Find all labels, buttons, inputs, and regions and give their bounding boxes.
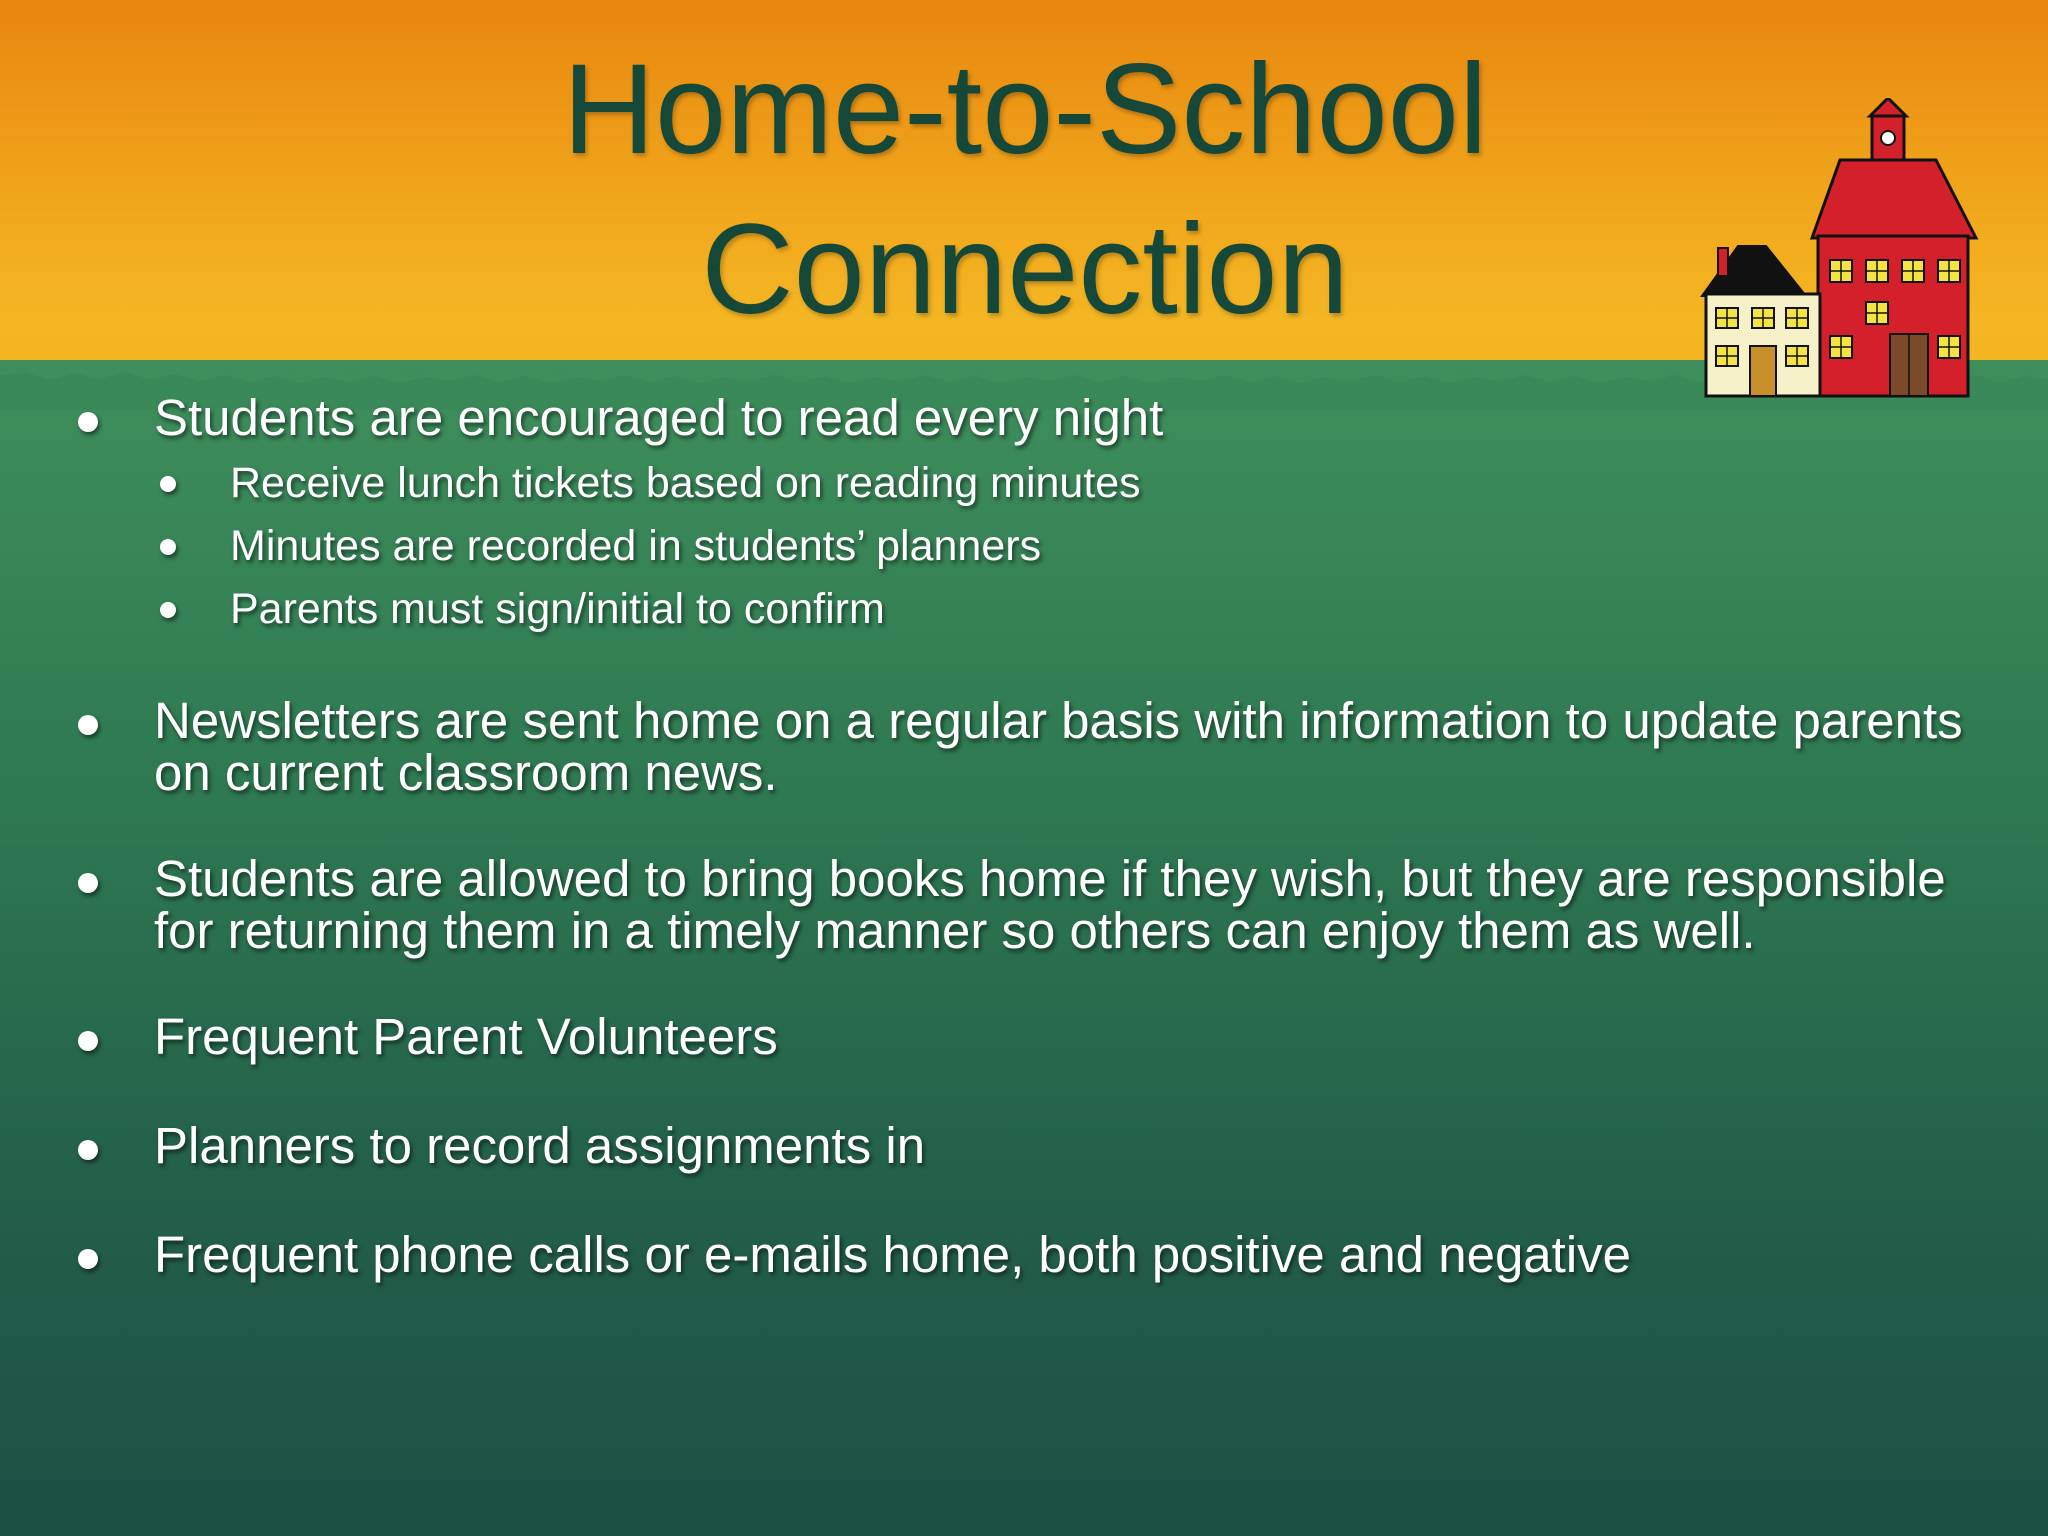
bullet-text: Students are allowed to bring books home if they wish, but they are responsible for returning them in a timely manner so others can enjoy them as well. [154, 850, 1946, 959]
sub-bullet-text: Parents must sign/initial to confirm [230, 585, 885, 633]
sub-bullet-dot-icon [160, 476, 176, 492]
bullet-dot-icon [78, 873, 98, 893]
schoolhouse-icon [1700, 98, 1980, 398]
bullet-dot-icon [78, 412, 98, 432]
sub-bullet-dot-icon [160, 602, 176, 618]
bullet-item [78, 850, 1978, 959]
sub-bullet-text: Minutes are recorded in students’ planners [230, 522, 1042, 570]
bullet-list [78, 389, 1978, 1283]
bullet-item [78, 1008, 1978, 1065]
bullet-text: Planners to record assignments in [154, 1117, 926, 1174]
title-line-1: Home-to-School [562, 38, 1488, 181]
title-line-2: Connection [701, 198, 1349, 341]
bullet-dot-icon [78, 1249, 98, 1269]
bullet-text: Students are encouraged to read every night [154, 389, 1164, 446]
sub-bullet-item [160, 515, 1978, 578]
bullet-text: Frequent Parent Volunteers [154, 1008, 778, 1065]
sub-bullet-dot-icon [160, 539, 176, 555]
slide-title [380, 30, 1670, 350]
bullet-item [78, 1226, 1978, 1283]
sub-bullet-item [160, 452, 1978, 515]
bullet-dot-icon [78, 1140, 98, 1160]
sub-bullet-text: Receive lunch tickets based on reading minutes [230, 459, 1141, 507]
bullet-item [78, 692, 1978, 801]
bullet-dot-icon [78, 1031, 98, 1051]
bullet-item [78, 389, 1978, 446]
bullet-text: Frequent phone calls or e-mails home, both positive and negative [154, 1226, 1632, 1283]
sub-bullet-item [160, 578, 1978, 641]
bullet-item [78, 1117, 1978, 1174]
bullet-text: Newsletters are sent home on a regular basis with information to update parents on current classroom news. [154, 692, 1963, 801]
bullet-dot-icon [78, 715, 98, 735]
